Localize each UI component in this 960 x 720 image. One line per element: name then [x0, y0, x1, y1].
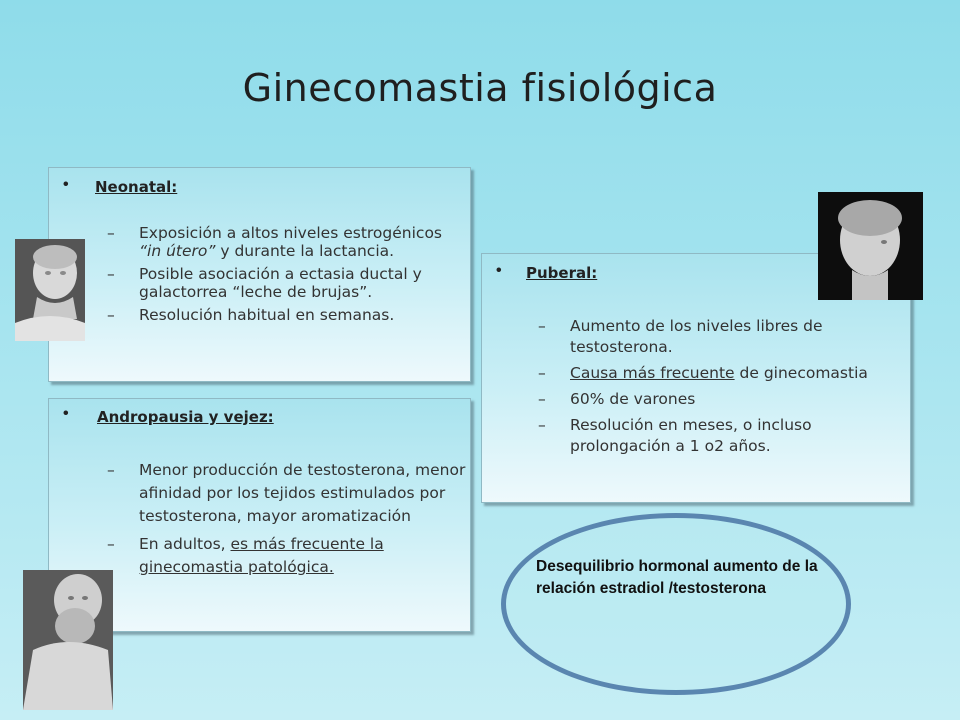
- puberal-list: [538, 316, 898, 462]
- puberal-head-photo: [818, 192, 923, 300]
- callout-text: Desequilibrio hormonal aumento de la relación estradiol /testosterona: [536, 558, 818, 597]
- puberal-item-resolution: – Resolución en meses, o incluso prolongación a 1 o2 años.: [538, 415, 898, 457]
- puberal-item-cause: – Causa más frecuente de ginecomastia: [538, 363, 898, 384]
- neonatal-item-resolution: – Resolución habitual en semanas.: [107, 306, 467, 324]
- andropausia-bust-photo: [23, 570, 113, 710]
- callout-ellipse: [501, 513, 851, 695]
- puberal-heading: Puberal:: [526, 264, 598, 282]
- andropausia-item-adults: – En adultos, es más frecuente la ginecomastia patológica.: [107, 533, 469, 579]
- neonatal-bullet: •: [63, 176, 69, 193]
- puberal-bullet: •: [496, 262, 502, 279]
- neonatal-heading: Neonatal:: [95, 178, 178, 196]
- andropausia-list: [107, 459, 469, 584]
- neonatal-item-galactorrhea: – Posible asociación a ectasia ductal y galactorrea “leche de brujas”.: [107, 265, 467, 301]
- slide-title: Ginecomastia fisiológica: [242, 66, 718, 110]
- andropausia-heading: Andropausia y vejez:: [97, 408, 274, 426]
- neonatal-bust-photo: [15, 239, 85, 341]
- puberal-item-testosterone: – Aumento de los niveles libres de testosterona.: [538, 316, 898, 358]
- puberal-item-percentage: – 60% de varones: [538, 389, 898, 410]
- neonatal-box: [48, 167, 471, 382]
- andropausia-bullet: •: [63, 405, 69, 422]
- andropausia-item-production: – Menor producción de testosterona, menor afinidad por los tejidos estimulados por testosterona, mayor aromatización: [107, 459, 469, 528]
- neonatal-item-exposure: – Exposición a altos niveles estrogénicos “in útero” y durante la lactancia.: [107, 224, 467, 260]
- neonatal-list: [107, 224, 467, 329]
